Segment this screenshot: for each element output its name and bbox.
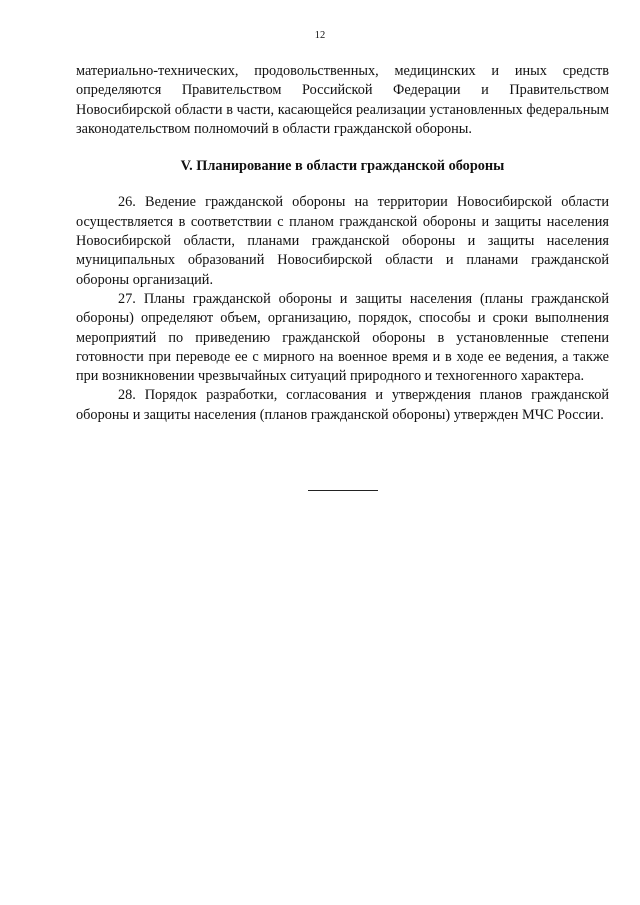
paragraph-27: 27. Планы гражданской обороны и защиты населения (планы гражданской обороны) определяют объем, организацию, порядок, способы и сроки выполнения мероприятий по приведению гражданской обороны в установленные степени готовности при переводе ее с мирного на военное время и в ходе ее ведения, а также при возникновении чрезвычайных ситуаций природного и техногенного характера.: [76, 290, 609, 385]
paragraph-26: 26. Ведение гражданской обороны на территории Новосибирской области осуществляется в соответствии с планом гражданской обороны и защиты населения Новосибирской области, планами гражданской обороны и защиты населения муниципальных образований Новосибирской области и планами гражданской обороны организаций.: [76, 194, 609, 288]
end-of-document-rule: [308, 490, 378, 491]
page-number: 12: [314, 30, 326, 41]
section-heading: V. Планирование в области гражданской обороны: [180, 158, 505, 175]
intro-paragraph: материально-технических, продовольственных, медицинских и иных средств определяются Правительством Российской Федерации и Правительством Новосибирской области в части, касающейся реализации установленных федеральным законодательством полномочий в области гражданской обороны.: [76, 63, 609, 137]
paragraph-28: 28. Порядок разработки, согласования и утверждения планов гражданской обороны и защиты населения (планов гражданской обороны) утвержден МЧС России.: [76, 387, 609, 423]
document-body: [76, 62, 609, 425]
